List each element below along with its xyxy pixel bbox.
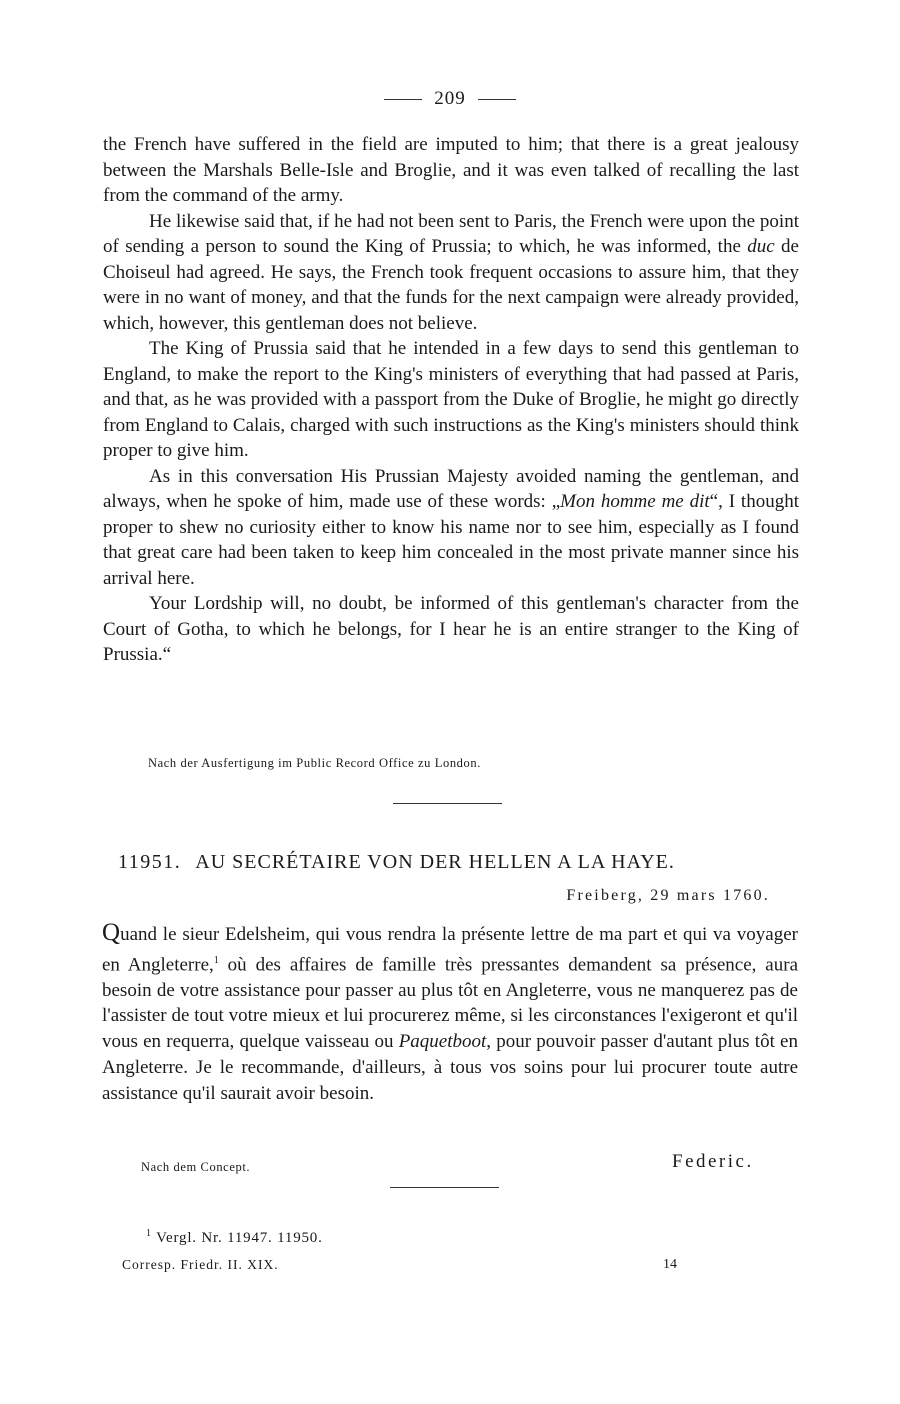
document-number: 11951. <box>118 851 182 873</box>
footnote-text: Vergl. Nr. 11947. 11950. <box>151 1230 323 1246</box>
page-number: 209 <box>434 88 466 109</box>
source-note-concept: Nach dem Concept. <box>141 1160 251 1174</box>
signature: Federic. <box>672 1151 754 1172</box>
signature-mark-citation: Corresp. Friedr. II. XIX. <box>122 1257 279 1272</box>
footnote-divider <box>390 1187 499 1188</box>
drop-cap: Q <box>102 919 121 946</box>
dateline: Freiberg, 29 mars 1760. <box>566 887 770 904</box>
footnote-ref: 1 <box>213 954 219 966</box>
header-dash-right <box>478 99 516 100</box>
paragraph-5: Your Lordship will, no doubt, be informed of this gentleman's character from the Court of Gotha, to which he belongs, for I hear he is an entire stranger to the King of Prussia.“ <box>103 593 799 665</box>
paragraph-3: The King of Prussia said that he intended in a few days to send this gentleman to England, to make the report to the King's ministers of everything that had passed at Paris, and that, as he was provided with a passport from the Duke of Broglie, he might go directly from England to Calais, charged with such instructions as the King's ministers should think proper to give him. <box>103 338 799 461</box>
letter-paragraph: Quand le sieur Edelsheim, qui vous rendra la présente lettre de ma part et qui va voyager en Angleterre,$^1$ où des affaires de famille très pressantes demandent sa présence, aura besoin de votre assistance pour passer au plus tôt en Angleterre, vous ne manquerez pas de l'assister de tout votre mieux et lui procurerez même, si les circonstances l'exigeront et qu'il vous en requerra, quelque vaisseau ou Paquetboot, pour pouvoir passer d'autant plus tôt en Angleterre. Je le recommande, d'ailleurs, à tous vos soins pour lui procurer toute autre assistance qu'il saurait avoir besoin. <box>102 919 799 1104</box>
section-divider <box>393 803 502 804</box>
italic-duc: duc <box>747 236 775 257</box>
footnote-mark: 1 <box>146 1228 152 1239</box>
paragraph-4: As in this conversation His Prussian Majesty avoided naming the gentleman, and always, when he spoke of him, made use of these words: „Mon homme me dit“, I thought proper to shew no curiosity either to know his name nor to see him, especially as I found that great care had been taken to keep him concealed in the most private manner since his arrival here. <box>103 465 799 589</box>
paragraph-1: the French have suffered in the field are imputed to him; that there is a great jealousy between the Marshals Belle-Isle and Broglie, and it was even talked of recalling the last from the command of the army. <box>103 134 799 206</box>
letter-continuation <box>103 132 799 668</box>
document-heading <box>118 851 675 874</box>
header-dash-left <box>384 99 422 100</box>
footnote <box>146 1228 323 1247</box>
italic-paquetboot: Paquetboot <box>398 1031 487 1053</box>
source-note-archive: Nach der Ausfertigung im Public Record Office zu London. <box>148 756 481 770</box>
italic-quote: Mon homme me dit <box>560 491 710 512</box>
page-header <box>0 88 900 110</box>
sheet-number: 14 <box>663 1257 677 1272</box>
letter-body <box>102 920 798 1106</box>
paragraph-2: He likewise said that, if he had not been sent to Paris, the French were upon the point of sending a person to sound the King of Prussia; to which, he was informed, the duc de Choiseul had agreed. He says, the French took frequent occasions to assure him, that they were in no want of money, and that the funds for the next campaign were already provided, which, however, this gentleman does not believe. <box>103 210 799 334</box>
document-title: AU SECRÉTAIRE VON DER HELLEN A LA HAYE. <box>195 851 675 873</box>
